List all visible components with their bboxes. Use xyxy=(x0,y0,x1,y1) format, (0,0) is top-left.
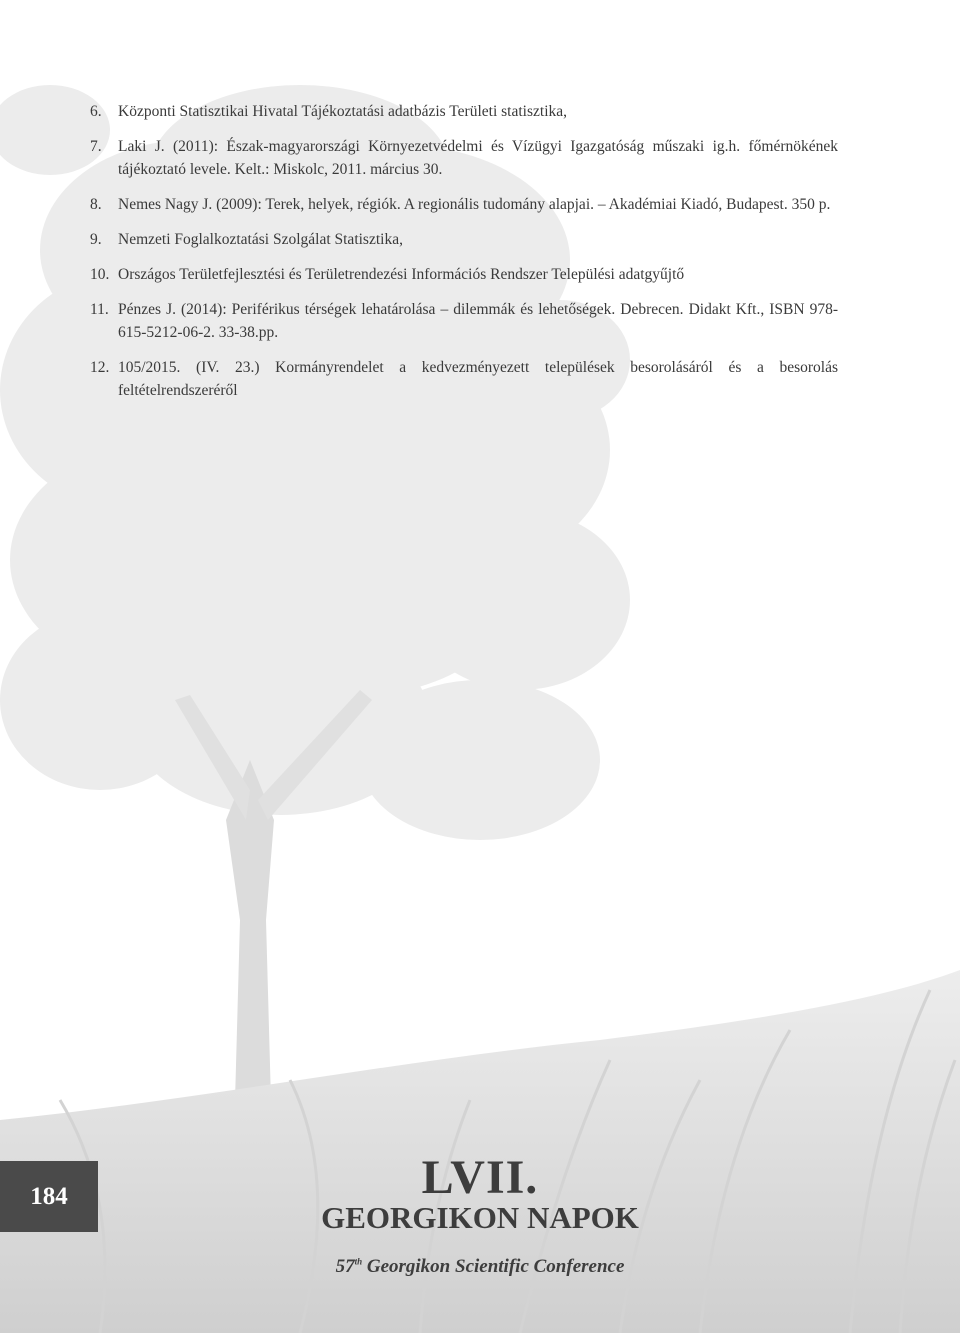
reference-list xyxy=(90,100,838,414)
reference-item xyxy=(90,356,838,402)
reference-item xyxy=(90,228,838,251)
reference-item xyxy=(90,298,838,344)
conference-subtitle xyxy=(270,1256,690,1278)
conference-edition: LVII. xyxy=(421,1151,539,1204)
reference-number: 11. xyxy=(90,301,109,318)
reference-number: 9. xyxy=(90,231,102,248)
reference-number: 12. xyxy=(90,359,110,376)
reference-item xyxy=(90,193,838,216)
page-number: 184 xyxy=(30,1182,68,1210)
reference-text: 105/2015. (IV. 23.) Kormányrendelet a kedvezményezett települések besorolásáról és a besorolás feltételrendszeréről xyxy=(118,359,838,399)
conference-name: GEORGIKON NAPOK xyxy=(321,1200,639,1235)
reference-number: 6. xyxy=(90,103,102,120)
reference-text: Pénzes J. (2014): Periférikus térségek lehatárolása – dilemmák és lehetőségek. Debrecen. Didakt Kft., ISBN 978-615-5212-06-2. 33-38.pp. xyxy=(118,301,838,341)
conference-sub-number: 57 xyxy=(335,1256,355,1277)
reference-number: 8. xyxy=(90,196,102,213)
reference-number: 7. xyxy=(90,138,102,155)
reference-number: 10. xyxy=(90,266,110,283)
reference-text: Országos Területfejlesztési és Területrendezési Információs Rendszer Települési adatgyűjtő xyxy=(118,266,685,283)
reference-text: Központi Statisztikai Hivatal Tájékoztatási adatbázis Területi statisztika, xyxy=(118,103,568,120)
reference-text: Laki J. (2011): Észak-magyarországi Környezetvédelmi és Vízügyi Igazgatóság műszaki ig.h. főmérnökének tájékoztató levele. Kelt.: Miskolc, 2011. március 30. xyxy=(118,138,838,178)
reference-item xyxy=(90,100,838,123)
reference-text: Nemes Nagy J. (2009): Terek, helyek, régiók. A regionális tudomány alapjai. – Akadémiai Kiadó, Budapest. 350 p. xyxy=(118,196,831,213)
reference-item xyxy=(90,135,838,181)
conference-sub-text: Georgikon Scientific Conference xyxy=(362,1256,625,1277)
conference-sub-ordinal: th xyxy=(354,1256,363,1267)
reference-item xyxy=(90,263,838,286)
reference-text: Nemzeti Foglalkoztatási Szolgálat Statisztika, xyxy=(118,231,403,248)
page-number-box xyxy=(0,1161,98,1232)
